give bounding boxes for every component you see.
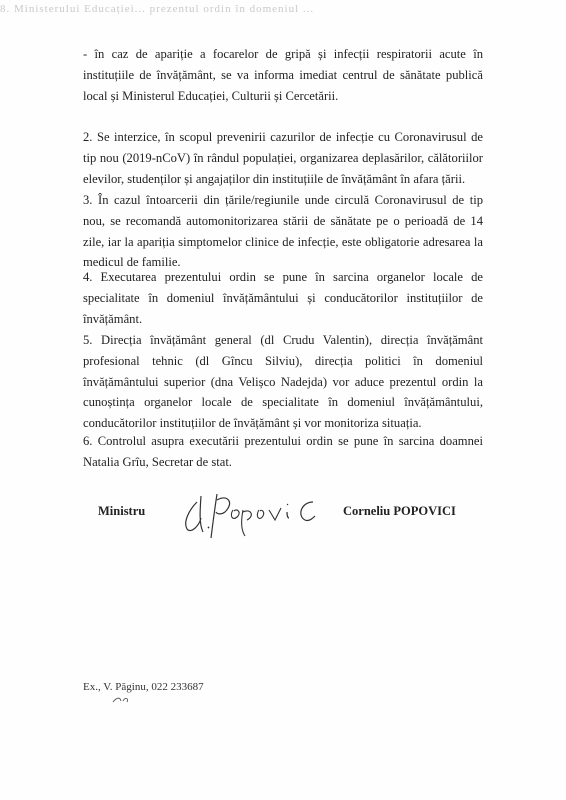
signature-block bbox=[0, 482, 566, 542]
paragraph-influenza-reporting: - în caz de apariție a focarelor de gripă și infecții respiratorii acute în instituțiile de învățământ, se va informa imediat centrul de sănătate publică local și Ministerul Educației, Culturii și Cercetării. bbox=[83, 47, 483, 103]
header-fragment: 8. Ministerului Educației... prezentul ordin în domeniul ... bbox=[0, 3, 315, 15]
handwritten-signature bbox=[175, 482, 335, 542]
paragraph-control: 6. Controlul asupra executării prezentului ordin se pune în sarcina doamnei Natalia Grîu, Secretar de stat. bbox=[83, 434, 483, 469]
paragraph-directorates: 5. Direcția învățământ general (dl Crudu Valentin), direcția învățământ profesional tehnic (dl Gîncu Silviu), direcția politici în domeniul învățământului superior (dna Velișco Nadejda) vor aduce prezentul ordin la cunoștința organelor locale de specialitate în domeniul învățământului, conducătorilor instituțiilor de învățământ și vor monitoriza situația. bbox=[83, 333, 483, 431]
paragraph-self-monitoring: 3. În cazul întoarcerii din țările/regiunile unde circulă Coronavirusul de tip nou, se recomandă automonitorizarea stării de sănătate pe o perioadă de 14 zile, iar la apariția simptomelor clinice de infecție, este obligatorie adresarea la medicul de familie. bbox=[83, 193, 483, 270]
paragraph-travel-ban: 2. Se interzice, în scopul prevenirii cazurilor de infecție cu Coronavirusul de tip nou (2019-nCoV) în rândul populației, organizarea deplasărilor, călătoriilor elevilor, studenților și angajaților din instituțiile de învățământ în afara țării. bbox=[83, 130, 483, 186]
signatory-title: Ministru bbox=[98, 504, 146, 518]
executor-initials-mark bbox=[111, 693, 141, 705]
signatory-name: Corneliu POPOVICI bbox=[343, 504, 456, 518]
executor-footer: Ex., V. Păginu, 022 233687 bbox=[83, 681, 204, 693]
paragraph-execution: 4. Executarea prezentului ordin se pune în sarcina organelor locale de specialitate în domeniul învățământului și conducătorilor instituțiilor de învățământ. bbox=[83, 270, 483, 326]
